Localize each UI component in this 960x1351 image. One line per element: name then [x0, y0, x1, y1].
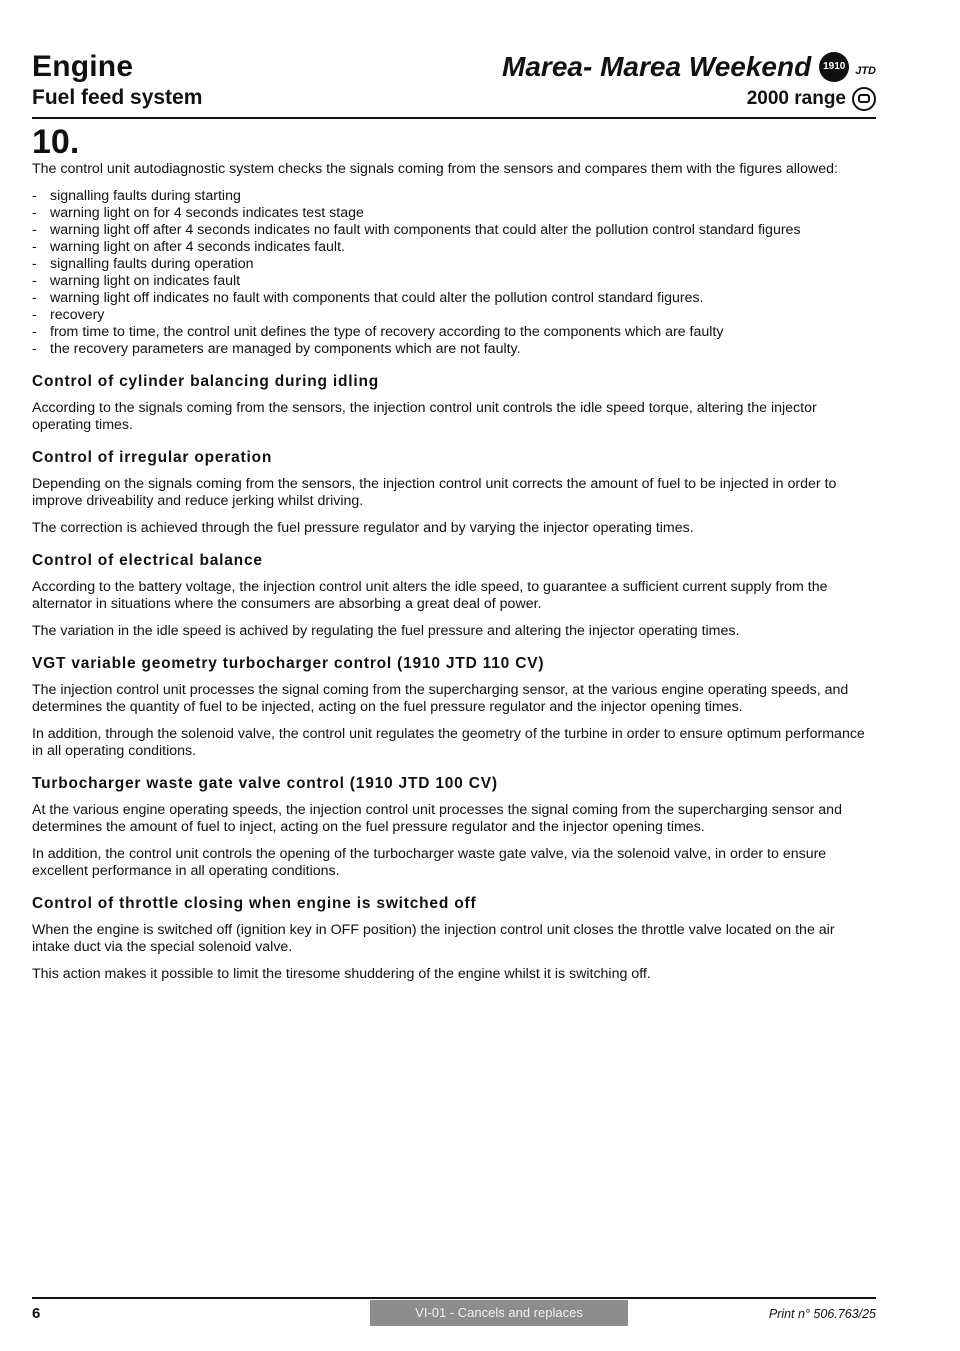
list-item: - warning light off indicates no fault with components that could alter the pollution control standard figures.: [32, 290, 876, 307]
section-paragraph: At the various engine operating speeds, the injection control unit processes the signal coming from the supercharging sensor and determines the amount of fuel to inject, acting on the fuel pressure regulator and the injector opening times.: [32, 802, 842, 835]
section-paragraph: The variation in the idle speed is achived by regulating the fuel pressure and altering the injector operating times.: [32, 623, 740, 639]
intro-paragraph: The control unit autodiagnostic system checks the signals coming from the sensors and compares them with the figures allowed:: [32, 161, 838, 177]
range-label: 2000 range: [746, 88, 846, 109]
section-heading: Control of throttle closing when engine is switched off: [32, 895, 477, 912]
section-paragraph: The injection control unit processes the signal coming from the supercharging sensor, at the various engine operating speeds, and determines the quantity of fuel to be injected, acting on the fuel pressure regulator and the injector opening times.: [32, 682, 849, 715]
header-left: [32, 52, 202, 110]
list-item: - warning light on for 4 seconds indicates test stage: [32, 205, 876, 222]
header-title: Engine: [32, 50, 134, 83]
header-right: [502, 52, 876, 111]
list-item: - the recovery parameters are managed by components which are not faulty.: [32, 341, 876, 358]
section-paragraph: In addition, the control unit controls the opening of the turbocharger waste gate valve, via the solenoid valve, in order to ensure excellent performance in all operating conditions.: [32, 846, 827, 879]
sections-container: [32, 372, 876, 983]
model-line: [502, 52, 876, 82]
revision-stamp: VI-01 - Cancels and replaces: [370, 1300, 628, 1326]
model-name: Marea- Marea Weekend: [502, 51, 812, 82]
list-item: - signalling faults during starting: [32, 188, 876, 205]
section-heading: Control of electrical balance: [32, 552, 263, 569]
section-heading: Turbocharger waste gate valve control (1910 JTD 100 CV): [32, 775, 498, 792]
section-paragraph: The correction is achieved through the fuel pressure regulator and by varying the injector operating times.: [32, 520, 694, 536]
section-heading: VGT variable geometry turbocharger control (1910 JTD 110 CV): [32, 655, 545, 672]
jtd-label: JTD: [855, 65, 876, 77]
section-heading: Control of cylinder balancing during idling: [32, 373, 379, 390]
section-paragraph: According to the signals coming from the sensors, the injection control unit controls the idle speed torque, altering the injector operating times.: [32, 400, 817, 433]
list-item: - signalling faults during operation: [32, 256, 876, 273]
list-item: - warning light off after 4 seconds indicates no fault with components that could alter the pollution control standard figures: [32, 222, 876, 239]
body-content: [32, 161, 876, 993]
list-item: - recovery: [32, 307, 876, 324]
print-number: Print n° 506.763/25: [768, 1307, 876, 1321]
section-heading: Control of irregular operation: [32, 449, 273, 466]
engine-badge-icon: 1910: [819, 52, 849, 82]
section-paragraph: According to the battery voltage, the injection control unit alters the idle speed, to guarantee a sufficient current supply from the alternator in situations where the consumers are absorbing a great deal of power.: [32, 579, 828, 612]
section-number: 10.: [32, 123, 80, 161]
section-paragraph: Depending on the signals coming from the sensors, the injection control unit corrects the amount of fuel to be injected in order to improve driveability and reduce jerking whilst driving.: [32, 476, 837, 509]
section-paragraph: When the engine is switched off (ignition key in OFF position) the injection control unit closes the throttle valve located on the air intake duct via the special solenoid valve.: [32, 922, 835, 955]
range-line: [502, 87, 876, 111]
list-item: - from time to time, the control unit defines the type of recovery according to the components which are faulty: [32, 324, 876, 341]
footer-divider: [32, 1297, 876, 1299]
header-subtitle: Fuel feed system: [32, 86, 203, 109]
list-item: - warning light on after 4 seconds indicates fault.: [32, 239, 876, 256]
list-item: - warning light on indicates fault: [32, 273, 876, 290]
header-divider: [32, 117, 876, 119]
fault-list: [32, 188, 876, 358]
page-number: 6: [32, 1305, 41, 1322]
section-paragraph: In addition, through the solenoid valve, the control unit regulates the geometry of the turbine in order to ensure optimum performance in all operating conditions.: [32, 726, 865, 759]
section-paragraph: This action makes it possible to limit the tiresome shuddering of the engine whilst it is switching off.: [32, 966, 651, 982]
range-logo-icon: [852, 87, 876, 111]
